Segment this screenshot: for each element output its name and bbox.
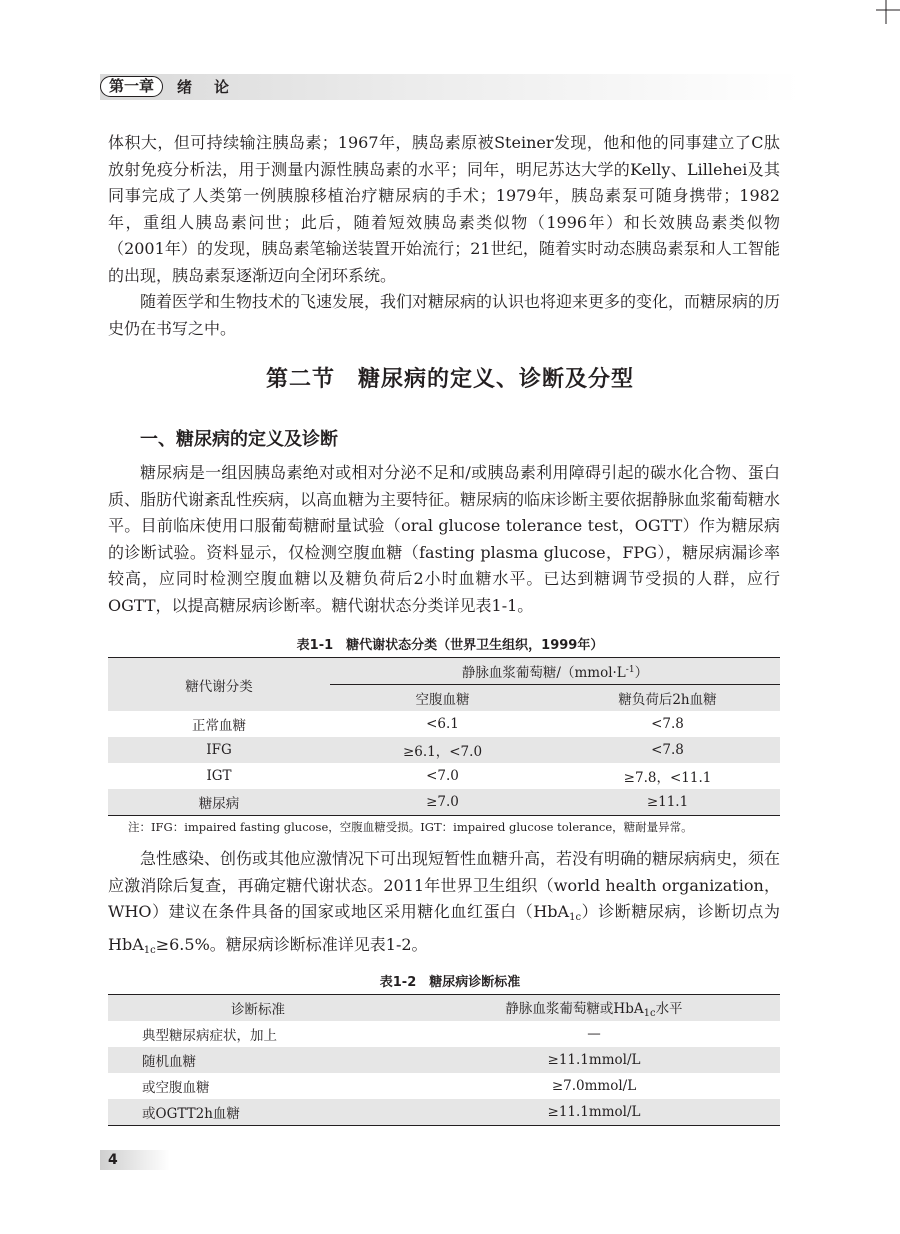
table1-note: 注：IFG：impaired fasting glucose，空腹血糖受损。IGT：impaired glucose tolerance，糖耐量异常。 bbox=[128, 820, 693, 834]
page-number: 4 bbox=[108, 1152, 118, 1168]
running-header bbox=[100, 75, 251, 97]
table-cell: <7.8 bbox=[651, 716, 684, 732]
table-cell: 典型糖尿病症状，加上 bbox=[142, 1028, 277, 1044]
table-row bbox=[108, 1047, 780, 1073]
table-glucose-metabolism-classification bbox=[108, 657, 780, 816]
table-diabetes-diagnostic-criteria bbox=[108, 994, 780, 1126]
table-row bbox=[108, 763, 780, 789]
table-cell: <6.1 bbox=[426, 716, 459, 732]
section-title: 第二节 糖尿病的定义、诊断及分型 bbox=[265, 367, 634, 392]
table-row bbox=[108, 737, 780, 763]
table-cell: <7.0 bbox=[426, 768, 459, 784]
table-cell: 糖尿病 bbox=[108, 789, 330, 816]
table2-caption: 表1-2 糖尿病诊断标准 bbox=[379, 975, 521, 990]
table-cell: — bbox=[587, 1026, 601, 1042]
table-cell: ≥7.0 bbox=[330, 789, 555, 816]
table-row bbox=[108, 1073, 780, 1099]
subsection-title: 一、糖尿病的定义及诊断 bbox=[140, 429, 338, 450]
table2-header-level: 静脉血浆葡萄糖或HbA$_{1c}$水平 bbox=[408, 995, 780, 1022]
table1-header-category: 糖代谢分类 bbox=[108, 658, 330, 712]
table2-header-criteria: 诊断标准 bbox=[108, 995, 408, 1022]
table-cell: ≥7.8，<11.1 bbox=[623, 770, 712, 786]
table-cell: IFG bbox=[108, 737, 330, 763]
paragraph-definition: 糖尿病是一组因胰岛素绝对或相对分泌不足和/或胰岛素利用障碍引起的碳水化合物、蛋白质、脂肪代谢紊乱性疾病，以高血糖为主要特征。糖尿病的临床诊断主要依据静脉血浆葡萄糖水平。目前临床使用口服葡萄糖耐量试验（oral glucose tolerance test，OGTT）作为糖尿病的诊断试验。资料显示，仅检测空腹血糖（fasting plasma glucose，FPG），糖尿病漏诊率较高，应同时检测空腹血糖以及糖负荷后2小时血糖水平。已达到糖调节受损的人群，应行OGTT，以提高糖尿病诊断率。糖代谢状态分类详见表1-1。 bbox=[108, 463, 781, 615]
table-cell: 或空腹血糖 bbox=[142, 1080, 210, 1096]
table-cell: <7.8 bbox=[555, 737, 780, 763]
table-row bbox=[108, 1099, 780, 1126]
paragraph-stress-hba1c: 急性感染、创伤或其他应激情况下可出现短暂性血糖升高，若没有明确的糖尿病病史，须在应激消除后复查，再确定糖代谢状态。2011年世界卫生组织（world health organization，WHO）建议在条件具备的国家或地区采用糖化血红蛋白（HbA$_{1c}$）诊断糖尿病，诊断切点为HbA$_{1c}$≥6.5%。糖尿病诊断标准详见表1-2。 bbox=[108, 849, 781, 956]
table-cell: ≥11.1mmol/L bbox=[408, 1047, 780, 1073]
paragraph-insulin-history: 体积大，但可持续输注胰岛素；1967年，胰岛素原被Steiner发现，他和他的同事建立了C肽放射免疫分析法，用于测量内源性胰岛素的水平；同年，明尼苏达大学的Kelly、Lillehei及其同事完成了人类第一例胰腺移植治疗糖尿病的手术；1979年，胰岛素泵可随身携带；1982年，重组人胰岛素问世；此后，随着短效胰岛素类似物（1996年）和长效胰岛素类似物（2001年）的发现，胰岛素笔输送装置开始流行；21世纪，随着实时动态胰岛素泵和人工智能的出现，胰岛素泵逐渐迈向全闭环系统。 bbox=[108, 133, 780, 285]
chapter-number: 第一章 bbox=[100, 76, 163, 97]
paragraph-outlook: 随着医学和生物技术的飞速发展，我们对糖尿病的认识也将迎来更多的变化，而糖尿病的历史仍在书写之中。 bbox=[108, 292, 781, 338]
table-row bbox=[108, 711, 780, 737]
table-row bbox=[108, 1021, 780, 1047]
table1-header-glucose: 静脉血浆葡萄糖$/(mmol\cdot L^{-1})$ bbox=[330, 658, 780, 685]
table-cell: IGT bbox=[206, 768, 232, 784]
table-cell: 正常血糖 bbox=[192, 718, 246, 734]
table-row bbox=[108, 789, 780, 816]
table-cell: ≥7.0mmol/L bbox=[551, 1078, 637, 1094]
table1-header-2h: 糖负荷后2h血糖 bbox=[555, 685, 780, 712]
table1-header-fasting: 空腹血糖 bbox=[330, 685, 555, 712]
table1-caption: 表1-1 糖代谢状态分类（世界卫生组织，1999年） bbox=[296, 638, 604, 653]
table-cell: ≥11.1 bbox=[555, 789, 780, 816]
table-cell: ≥6.1，<7.0 bbox=[330, 737, 555, 763]
table-cell: 或OGTT2h血糖 bbox=[108, 1099, 408, 1126]
table-cell: 随机血糖 bbox=[108, 1047, 408, 1073]
table-cell: ≥11.1mmol/L bbox=[408, 1099, 780, 1126]
chapter-name: 绪论 bbox=[177, 77, 252, 96]
page-corner-mark bbox=[876, 0, 900, 24]
